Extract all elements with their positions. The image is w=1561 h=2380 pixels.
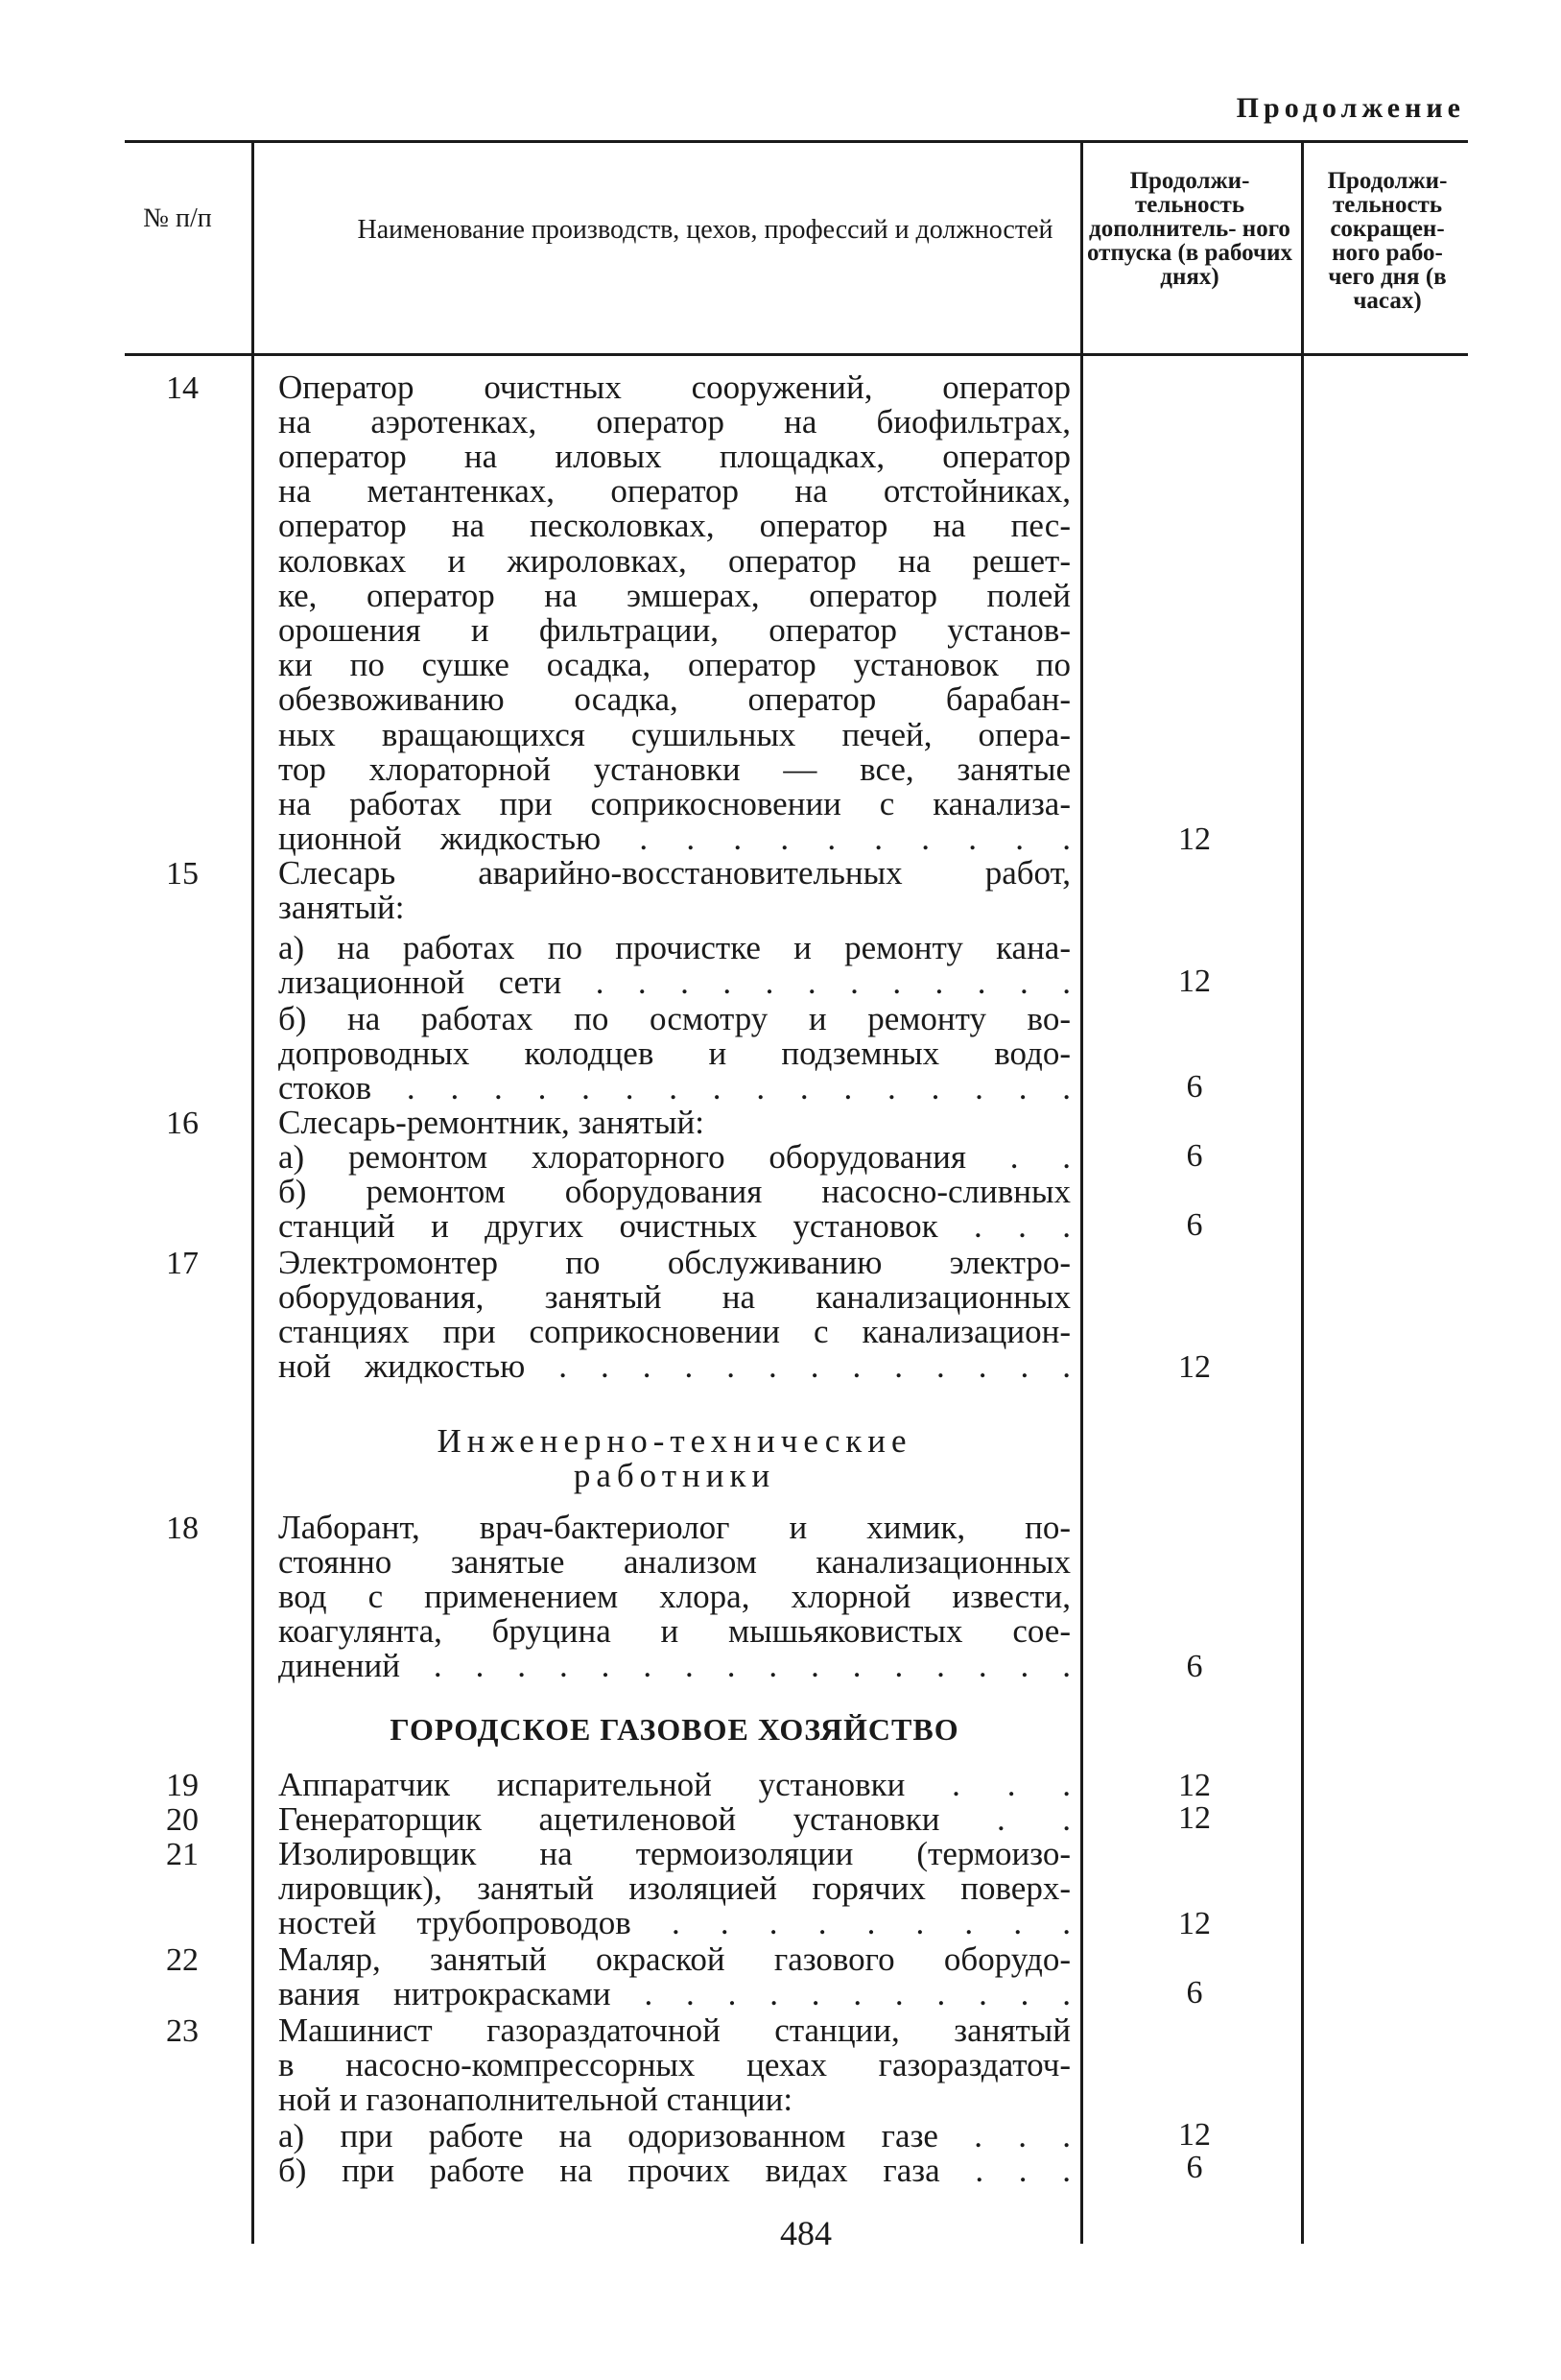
section-heading: ГОРОДСКОЕ ГАЗОВОЕ ХОЗЯЙСТВО: [390, 1712, 959, 1747]
row-text-line: станциях при соприкосновении с канализацион-: [278, 1313, 1071, 1350]
row-text-line: Аппаратчик испарительной установки . . .: [278, 1766, 1071, 1803]
leave-days-value: 12: [1178, 1906, 1211, 1941]
header-hours: Продолжи- тельность сокращен- ного рабо- чего дня (в часах): [1327, 168, 1448, 314]
header-number: № п/п: [143, 203, 212, 233]
row-text-line: Машинист газораздаточной станции, занятый: [278, 2011, 1071, 2049]
row-number: 21: [166, 1837, 199, 1872]
row-number: 17: [166, 1246, 199, 1281]
leave-days-value: 6: [1186, 1138, 1203, 1174]
leave-days-value: 12: [1178, 1349, 1211, 1385]
header-leave: Продолжи- тельность дополнитель- ного отпуска (в рабочих днях): [1087, 168, 1292, 290]
leave-days-value: 12: [1178, 821, 1211, 857]
section-heading: Инженерно-технические: [437, 1422, 912, 1460]
row-text-line: на метантенках, оператор на отстойниках,: [278, 472, 1071, 510]
row-number: 16: [166, 1106, 199, 1141]
row-text-line: ки по сушке осадка, оператор установок по: [278, 646, 1071, 683]
row-text-line: допроводных колодцев и подземных водо-: [278, 1035, 1071, 1072]
row-number: 22: [166, 1942, 199, 1978]
row-text-line: стоков . . . . . . . . . . . . . . . .: [278, 1069, 1071, 1107]
row-number: 15: [166, 856, 199, 892]
row-text-line: вод с применением хлора, хлорной извести,: [278, 1578, 1071, 1615]
row-text-line: в насосно-компрессорных цехах газораздаточ-: [278, 2046, 1071, 2083]
leave-days-value: 6: [1186, 1207, 1203, 1243]
row-text-line: ной и газонаполнительной станции:: [278, 2081, 793, 2118]
leave-days-value: 6: [1186, 1649, 1203, 1684]
leave-days-value: 12: [1178, 964, 1211, 999]
row-text-line: ностей трубопроводов . . . . . . . . .: [278, 1904, 1071, 1941]
row-text-line: а) на работах по прочистке и ремонту кана-: [278, 929, 1071, 966]
leave-days-value: 12: [1178, 1768, 1211, 1803]
row-text-line: станций и других очистных установок . . .: [278, 1207, 1071, 1245]
row-text-line: ных вращающихся сушильных печей, опера-: [278, 716, 1071, 753]
row-text-line: б) на работах по осмотру и ремонту во-: [278, 1000, 1071, 1037]
continuation-label: Продолжение: [1236, 92, 1465, 124]
row-text-line: Слесарь-ремонтник, занятый:: [278, 1104, 704, 1141]
row-text-line: Оператор очистных сооружений, оператор: [278, 369, 1071, 406]
header-bottom-rule: [125, 353, 1468, 356]
row-text-line: Лаборант, врач-бактериолог и химик, по-: [278, 1509, 1071, 1546]
row-number: 19: [166, 1768, 199, 1803]
row-text-line: оборудования, занятый на канализационных: [278, 1278, 1071, 1316]
row-number: 20: [166, 1802, 199, 1838]
row-text-line: орошения и фильтрации, оператор установ-: [278, 611, 1071, 649]
section-heading: работники: [573, 1457, 776, 1494]
row-text-line: лировщик), занятый изоляцией горячих поверх-: [278, 1869, 1071, 1907]
column-divider-2: [1080, 140, 1083, 2244]
row-text-line: тор хлораторной установки — все, занятые: [278, 750, 1071, 788]
row-text-line: Маляр, занятый окраской газового оборудо-: [278, 1940, 1071, 1978]
row-text-line: динений . . . . . . . . . . . . . . . .: [278, 1647, 1071, 1684]
leave-days-value: 12: [1178, 2117, 1211, 2153]
row-text-line: стоянно занятые анализом канализационных: [278, 1543, 1071, 1581]
row-text-line: Изолировщик на термоизоляции (термоизо-: [278, 1835, 1071, 1872]
table-top-rule: [125, 140, 1468, 143]
row-text-line: Генераторщик ацетиленовой установки . .: [278, 1800, 1071, 1838]
page-number: 484: [780, 2214, 832, 2252]
header-name: Наименование производств, цехов, профессий и должностей: [357, 215, 1053, 245]
column-divider-1: [251, 140, 254, 2244]
row-text-line: оператор на иловых площадках, оператор: [278, 438, 1071, 475]
row-text-line: Слесарь аварийно-восстановительных работ,: [278, 854, 1071, 892]
row-text-line: на аэротенках, оператор на биофильтрах,: [278, 403, 1071, 440]
row-text-line: лизационной сети . . . . . . . . . . . .: [278, 964, 1071, 1001]
row-text-line: занятый:: [278, 889, 405, 926]
leave-days-value: 12: [1178, 1800, 1211, 1836]
column-divider-3: [1301, 140, 1304, 2244]
row-number: 23: [166, 2013, 199, 2049]
leave-days-value: 6: [1186, 1975, 1203, 2011]
row-number: 18: [166, 1511, 199, 1546]
row-text-line: оператор на песколовках, оператор на пес-: [278, 507, 1071, 544]
row-text-line: ной жидкостью . . . . . . . . . . . . .: [278, 1347, 1071, 1385]
row-text-line: вания нитрокрасками . . . . . . . . . . .: [278, 1975, 1071, 2012]
leave-days-value: 6: [1186, 2150, 1203, 2185]
row-text-line: коловках и жироловках, оператор на решет-: [278, 542, 1071, 580]
row-text-line: а) при работе на одоризованном газе . . .: [278, 2117, 1071, 2154]
row-text-line: коагулянта, бруцина и мышьяковистых сое-: [278, 1612, 1071, 1650]
row-text-line: б) ремонтом оборудования насосно-сливных: [278, 1173, 1071, 1210]
row-text-line: на работах при соприкосновении с канализа-: [278, 785, 1071, 822]
row-text-line: б) при работе на прочих видах газа . . .: [278, 2152, 1071, 2189]
row-number: 14: [166, 370, 199, 406]
leave-days-value: 6: [1186, 1069, 1203, 1105]
row-text-line: а) ремонтом хлораторного оборудования . .: [278, 1138, 1071, 1176]
row-text-line: Электромонтер по обслуживанию электро-: [278, 1244, 1071, 1281]
row-text-line: ционной жидкостью . . . . . . . . . .: [278, 820, 1071, 857]
row-text-line: ке, оператор на эмшерах, оператор полей: [278, 577, 1071, 614]
row-text-line: обезвоживанию осадка, оператор барабан-: [278, 680, 1071, 718]
